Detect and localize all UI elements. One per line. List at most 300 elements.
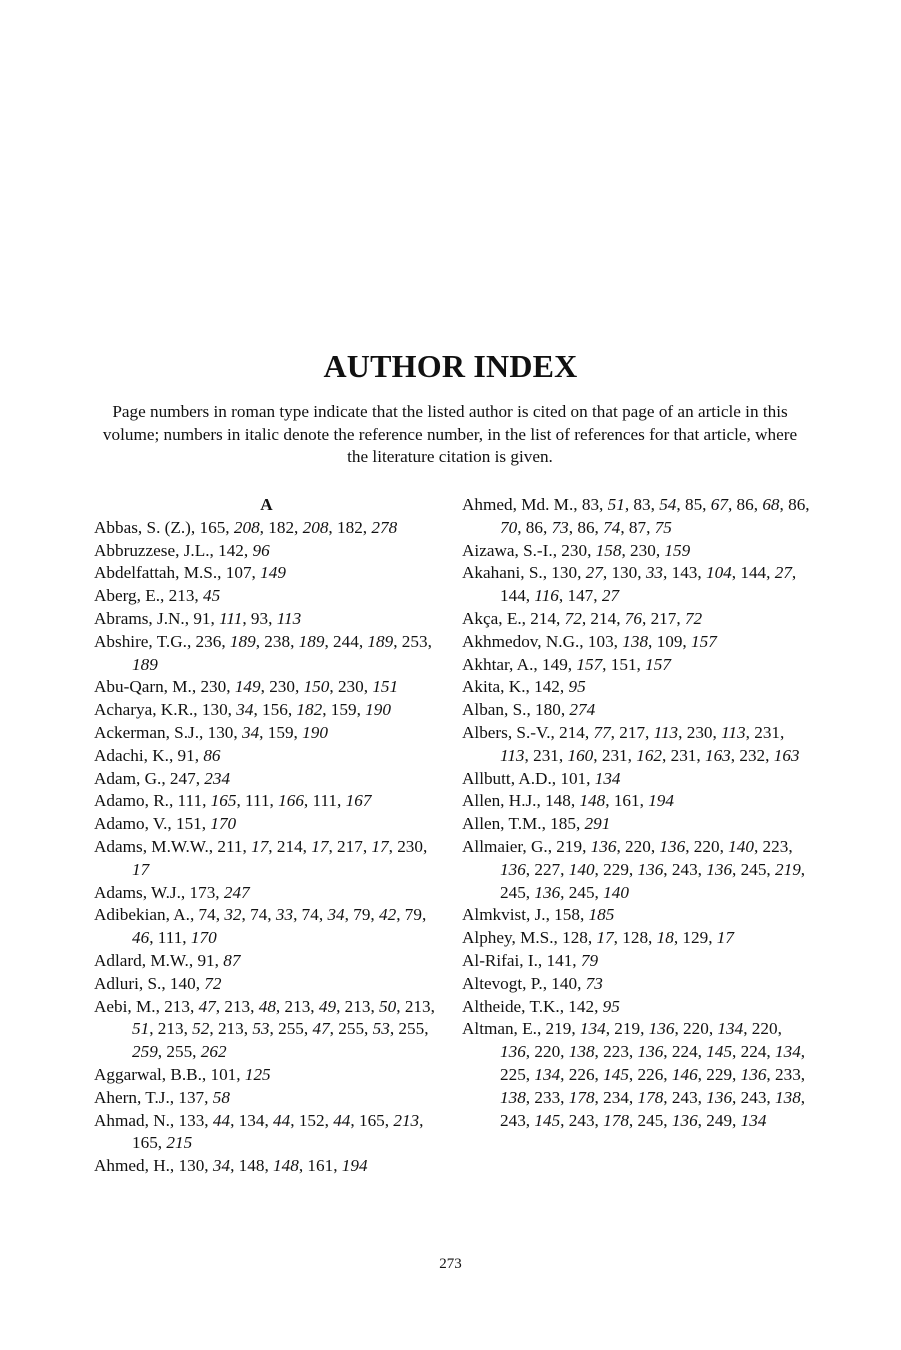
cited-page: 219 xyxy=(556,836,583,856)
index-entry: Akita, K., 142, 95 xyxy=(462,677,586,697)
author-name: Albers, S.-V. xyxy=(462,722,551,742)
cited-page: 130 xyxy=(201,700,228,720)
cited-page: 230 xyxy=(561,540,588,560)
reference-number: 136 xyxy=(637,1042,664,1062)
cited-page: 83 xyxy=(633,495,651,514)
index-entry: Allbutt, A.D., 101, 134 xyxy=(462,768,621,788)
reference-number: 96 xyxy=(252,540,270,560)
page-number: 273 xyxy=(439,1256,462,1272)
reference-number: 150 xyxy=(303,677,330,697)
cited-page: 229 xyxy=(706,1064,733,1084)
cited-page: 255 xyxy=(398,1019,425,1039)
cited-page: 213 xyxy=(404,996,431,1016)
author-name: Abbruzzese, J.L. xyxy=(94,540,210,560)
index-entry: Al-Rifai, I., 141, 79 xyxy=(462,950,599,970)
cited-page: 79 xyxy=(404,905,422,925)
reference-number: 157 xyxy=(645,654,671,674)
cited-page: 144 xyxy=(500,586,526,606)
cited-page: 213 xyxy=(217,1019,244,1039)
author-name: Akhmedov, N.G. xyxy=(462,631,580,651)
reference-number: 54 xyxy=(659,495,677,514)
cited-page: 128 xyxy=(622,928,649,948)
author-name: Akhtar, A. xyxy=(462,654,534,674)
cited-page: 217 xyxy=(337,836,363,856)
reference-number: 136 xyxy=(706,859,733,879)
cited-page: 101 xyxy=(560,768,587,788)
cited-page: 86 xyxy=(736,495,754,514)
author-name: Akahani, S. xyxy=(462,563,543,583)
index-entry: Adams, M.W.W., 211, 17, 214, 17, 217, 17, 230, 17 xyxy=(94,836,428,879)
author-name: Abshire, T.G. xyxy=(94,631,187,651)
reference-number: 70 xyxy=(500,517,518,537)
reference-number: 149 xyxy=(234,677,261,697)
cited-page: 182 xyxy=(337,517,363,537)
reference-number: 134 xyxy=(717,1019,744,1039)
author-name: Ahmad, N. xyxy=(94,1110,170,1130)
reference-number: 125 xyxy=(244,1064,271,1084)
index-entry: Adachi, K., 91, 86 xyxy=(94,745,221,765)
cited-page: 232 xyxy=(739,745,766,765)
cited-page: 74 xyxy=(250,905,268,925)
cited-page: 226 xyxy=(568,1064,595,1084)
cited-page: 79 xyxy=(353,905,371,925)
reference-number: 67 xyxy=(710,495,728,514)
reference-number: 17 xyxy=(132,859,150,879)
cited-page: 243 xyxy=(671,1087,698,1107)
cited-page: 142 xyxy=(218,540,244,560)
reference-number: 148 xyxy=(273,1156,299,1176)
cited-page: 231 xyxy=(533,745,559,765)
reference-number: 136 xyxy=(500,1042,526,1062)
author-name: Altevogt, P. xyxy=(462,973,543,993)
entry-list-left xyxy=(94,517,439,1178)
cited-page: 213 xyxy=(344,996,371,1016)
author-name: Abbas, S. (Z.) xyxy=(94,517,191,537)
cited-page: 133 xyxy=(178,1110,205,1130)
cited-page: 148 xyxy=(545,791,571,811)
section-letter: A xyxy=(260,495,273,514)
cited-page: 233 xyxy=(775,1064,801,1084)
reference-number: 189 xyxy=(298,631,325,651)
cited-page: 230 xyxy=(686,722,713,742)
reference-number: 194 xyxy=(648,791,674,811)
index-entry: Albers, S.-V., 214, 77, 217, 113, 230, 113, 231, 113, 231, 160, 231, 162, 231, 163, 232, 163 xyxy=(462,722,800,765)
reference-number: 140 xyxy=(568,859,595,879)
cited-page: 226 xyxy=(637,1064,664,1084)
cited-page: 245 xyxy=(740,859,767,879)
author-name: Akça, E. xyxy=(462,608,522,628)
cited-page: 213 xyxy=(164,996,190,1016)
author-name: Ackerman, S.J. xyxy=(94,722,200,742)
author-name: Adachi, K. xyxy=(94,745,169,765)
cited-page: 158 xyxy=(554,905,580,925)
index-entry: Abrams, J.N., 91, 111, 93, 113 xyxy=(94,608,302,628)
author-name: Aizawa, S.-I. xyxy=(462,540,553,560)
cited-page: 111 xyxy=(157,928,183,948)
cited-page: 83 xyxy=(581,495,600,514)
reference-number: 215 xyxy=(166,1133,193,1153)
reference-number: 136 xyxy=(648,1019,675,1039)
cited-page: 165 xyxy=(199,517,226,537)
author-name: Allen, H.J. xyxy=(462,791,537,811)
reference-number: 167 xyxy=(345,791,372,811)
author-name: Aggarwal, B.B. xyxy=(94,1064,202,1084)
cited-page: 173 xyxy=(189,882,216,902)
reference-number: 136 xyxy=(534,882,561,902)
index-introduction: Page numbers in roman type indicate that the listed author is cited on that page of an article in this volume; numbers in italic denote the reference number, in the list of references for that article, where the literature citation is given. xyxy=(102,402,798,466)
reference-number: 113 xyxy=(500,745,525,765)
reference-number: 72 xyxy=(684,608,703,628)
cited-page: 220 xyxy=(534,1042,561,1062)
reference-number: 157 xyxy=(576,654,603,674)
cited-page: 233 xyxy=(534,1087,561,1107)
reference-number: 274 xyxy=(569,700,596,720)
cited-page: 243 xyxy=(671,859,698,879)
cited-page: 230 xyxy=(630,540,656,560)
reference-number: 160 xyxy=(567,745,594,765)
index-entry: Aggarwal, B.B., 101, 125 xyxy=(94,1064,271,1084)
reference-number: 178 xyxy=(568,1087,595,1107)
author-name: Abdelfattah, M.S. xyxy=(94,563,218,583)
cited-page: 229 xyxy=(603,859,629,879)
reference-number: 49 xyxy=(318,996,337,1016)
reference-number: 27 xyxy=(774,563,792,583)
cited-page: 134 xyxy=(238,1110,265,1130)
cited-page: 227 xyxy=(534,859,561,879)
index-entry: Altevogt, P., 140, 73 xyxy=(462,973,603,993)
cited-page: 230 xyxy=(337,677,364,697)
index-entry: Altheide, T.K., 142, 95 xyxy=(462,996,620,1016)
reference-number: 170 xyxy=(190,928,217,948)
reference-number: 17 xyxy=(371,836,389,856)
reference-number: 151 xyxy=(372,677,399,697)
author-name: Adamo, V. xyxy=(94,814,168,834)
index-column-right xyxy=(462,494,810,1132)
cited-page: 142 xyxy=(568,996,595,1016)
reference-number: 136 xyxy=(500,859,526,879)
cited-page: 231 xyxy=(601,745,628,765)
cited-page: 223 xyxy=(603,1042,629,1062)
author-name: Ahmed, Md. M. xyxy=(462,495,574,514)
cited-page: 225 xyxy=(500,1064,526,1084)
reference-number: 136 xyxy=(671,1110,698,1130)
cited-page: 213 xyxy=(224,996,251,1016)
reference-number: 190 xyxy=(365,700,391,720)
cited-page: 220 xyxy=(683,1019,709,1039)
author-name: Aebi, M. xyxy=(94,996,156,1016)
author-name: Allbutt, A.D. xyxy=(462,768,552,788)
cited-page: 217 xyxy=(650,608,677,628)
index-entry: Adibekian, A., 74, 32, 74, 33, 74, 34, 79, 42, 79, 46, 111, 170 xyxy=(94,905,427,948)
reference-number: 86 xyxy=(203,745,221,765)
index-entry: Allmaier, G., 219, 136, 220, 136, 220, 140, 223, 136, 227, 140, 229, 136, 243, 136, 245, 219, 245, 136, 245, 140 xyxy=(462,836,806,902)
reference-number: 76 xyxy=(624,608,642,628)
cited-page: 213 xyxy=(157,1019,184,1039)
cited-page: 236 xyxy=(195,631,222,651)
author-name: Abu-Qarn, M. xyxy=(94,677,192,697)
reference-number: 262 xyxy=(200,1042,227,1062)
cited-page: 231 xyxy=(670,745,697,765)
index-entry: Adams, W.J., 173, 247 xyxy=(94,882,250,902)
cited-page: 91 xyxy=(193,608,211,628)
reference-number: 165 xyxy=(210,791,237,811)
cited-page: 253 xyxy=(401,631,428,651)
reference-number: 34 xyxy=(236,700,254,720)
reference-number: 17 xyxy=(596,928,614,948)
reference-number: 47 xyxy=(198,996,216,1016)
cited-page: 230 xyxy=(269,677,295,697)
index-entry: Akça, E., 214, 72, 214, 76, 217, 72 xyxy=(462,608,703,628)
reference-number: 138 xyxy=(622,631,649,651)
cited-page: 87 xyxy=(628,517,647,537)
reference-number: 73 xyxy=(585,973,603,993)
reference-number: 58 xyxy=(212,1087,230,1107)
author-name: Aberg, E. xyxy=(94,586,161,606)
reference-number: 134 xyxy=(534,1064,561,1084)
cited-page: 130 xyxy=(207,722,234,742)
reference-number: 52 xyxy=(192,1019,210,1039)
index-entry: Abshire, T.G., 236, 189, 238, 189, 244, 189, 253, 189 xyxy=(94,631,432,674)
author-name: Adam, G. xyxy=(94,768,162,788)
reference-number: 158 xyxy=(595,540,622,560)
reference-number: 111 xyxy=(219,608,243,628)
author-name: Adamo, R. xyxy=(94,791,169,811)
index-entry: Abbruzzese, J.L., 142, 96 xyxy=(94,540,270,560)
reference-number: 113 xyxy=(276,608,302,628)
author-name: Acharya, K.R. xyxy=(94,700,194,720)
cited-page: 137 xyxy=(178,1087,205,1107)
author-name: Altman, E. xyxy=(462,1019,537,1039)
reference-number: 134 xyxy=(594,768,621,788)
reference-number: 44 xyxy=(273,1110,291,1130)
reference-number: 136 xyxy=(659,836,686,856)
cited-page: 111 xyxy=(312,791,338,811)
author-name: Almkvist, J. xyxy=(462,905,546,925)
cited-page: 111 xyxy=(245,791,270,811)
cited-page: 91 xyxy=(177,745,195,765)
cited-page: 152 xyxy=(298,1110,325,1130)
reference-number: 44 xyxy=(333,1110,351,1130)
reference-number: 134 xyxy=(579,1019,606,1039)
reference-number: 51 xyxy=(132,1019,150,1039)
index-entry: Adam, G., 247, 234 xyxy=(94,768,231,788)
reference-number: 53 xyxy=(372,1019,390,1039)
index-entry: Abdelfattah, M.S., 107, 149 xyxy=(94,563,286,583)
cited-page: 130 xyxy=(611,563,638,583)
cited-page: 234 xyxy=(603,1087,629,1107)
cited-page: 180 xyxy=(535,700,561,720)
reference-number: 53 xyxy=(252,1019,270,1039)
index-entry: Ahmad, N., 133, 44, 134, 44, 152, 44, 165, 213, 165, 215 xyxy=(94,1110,424,1153)
index-entry: Adamo, R., 111, 165, 111, 166, 111, 167 xyxy=(94,791,372,811)
cited-page: 161 xyxy=(613,791,640,811)
reference-number: 163 xyxy=(704,745,731,765)
reference-number: 178 xyxy=(637,1087,664,1107)
reference-number: 138 xyxy=(500,1087,526,1107)
reference-number: 159 xyxy=(664,540,691,560)
author-name: Altheide, T.K. xyxy=(462,996,560,1016)
reference-number: 73 xyxy=(551,517,569,537)
reference-number: 182 xyxy=(296,700,323,720)
cited-page: 129 xyxy=(682,928,709,948)
cited-page: 149 xyxy=(542,654,568,674)
reference-number: 213 xyxy=(393,1110,420,1130)
reference-number: 51 xyxy=(607,495,625,514)
reference-number: 194 xyxy=(341,1156,368,1176)
cited-page: 86 xyxy=(788,495,806,514)
cited-page: 185 xyxy=(550,814,576,834)
reference-number: 134 xyxy=(740,1110,767,1130)
cited-page: 165 xyxy=(132,1133,158,1153)
author-name: Al-Rifai, I. xyxy=(462,950,538,970)
cited-page: 101 xyxy=(210,1064,237,1084)
cited-page: 107 xyxy=(225,563,252,583)
index-entry: Allen, H.J., 148, 148, 161, 194 xyxy=(462,791,674,811)
author-name: Alban, S. xyxy=(462,700,527,720)
cited-page: 91 xyxy=(197,950,215,970)
reference-number: 33 xyxy=(275,905,294,925)
reference-number: 138 xyxy=(568,1042,595,1062)
reference-number: 145 xyxy=(603,1064,629,1084)
reference-number: 148 xyxy=(579,791,606,811)
reference-number: 140 xyxy=(603,882,629,902)
reference-number: 33 xyxy=(645,563,663,583)
cited-page: 213 xyxy=(284,996,311,1016)
reference-number: 145 xyxy=(534,1110,561,1130)
reference-number: 170 xyxy=(210,814,237,834)
reference-number: 87 xyxy=(223,950,241,970)
cited-page: 220 xyxy=(751,1019,778,1039)
cited-page: 213 xyxy=(168,586,195,606)
reference-number: 145 xyxy=(706,1042,733,1062)
cited-page: 255 xyxy=(278,1019,304,1039)
reference-number: 95 xyxy=(602,996,620,1016)
cited-page: 182 xyxy=(268,517,295,537)
index-entry: Ahmed, H., 130, 34, 148, 148, 161, 194 xyxy=(94,1156,368,1176)
reference-number: 189 xyxy=(229,631,256,651)
cited-page: 143 xyxy=(671,563,698,583)
reference-number: 136 xyxy=(740,1064,767,1084)
reference-number: 134 xyxy=(775,1042,801,1062)
reference-number: 166 xyxy=(278,791,304,811)
cited-page: 224 xyxy=(671,1042,698,1062)
index-entry: Ackerman, S.J., 130, 34, 159, 190 xyxy=(94,722,328,742)
cited-page: 159 xyxy=(267,722,294,742)
cited-page: 130 xyxy=(178,1156,205,1176)
cited-page: 156 xyxy=(262,700,288,720)
reference-number: 185 xyxy=(588,905,615,925)
reference-number: 234 xyxy=(204,768,231,788)
reference-number: 45 xyxy=(203,586,221,606)
cited-page: 255 xyxy=(338,1019,365,1039)
author-name: Allmaier, G. xyxy=(462,836,548,856)
author-name: Adibekian, A. xyxy=(94,905,190,925)
cited-page: 103 xyxy=(587,631,614,651)
cited-page: 151 xyxy=(175,814,202,834)
reference-number: 48 xyxy=(258,996,276,1016)
cited-page: 214 xyxy=(559,722,585,742)
cited-page: 165 xyxy=(358,1110,385,1130)
cited-page: 86 xyxy=(577,517,595,537)
cited-page: 230 xyxy=(397,836,423,856)
reference-number: 42 xyxy=(379,905,397,925)
cited-page: 214 xyxy=(276,836,303,856)
cited-page: 148 xyxy=(238,1156,265,1176)
cited-page: 130 xyxy=(551,563,578,583)
index-entry: Allen, T.M., 185, 291 xyxy=(462,814,611,834)
index-entry: Ahmed, Md. M., 83, 51, 83, 54, 85, 67, 86, 68, 86, 70, 86, 73, 86, 74, 87, 75 xyxy=(462,495,810,537)
cited-page: 140 xyxy=(551,973,578,993)
cited-page: 214 xyxy=(530,608,557,628)
reference-number: 77 xyxy=(593,722,611,742)
cited-page: 243 xyxy=(568,1110,595,1130)
cited-page: 219 xyxy=(614,1019,641,1039)
reference-number: 18 xyxy=(656,928,674,948)
entry-list-right xyxy=(462,494,810,1132)
cited-page: 86 xyxy=(525,517,543,537)
reference-number: 157 xyxy=(691,631,717,651)
cited-page: 214 xyxy=(590,608,617,628)
reference-number: 189 xyxy=(132,654,158,674)
cited-page: 217 xyxy=(619,722,646,742)
cited-page: 161 xyxy=(307,1156,334,1176)
reference-number: 291 xyxy=(584,814,611,834)
author-name: Akita, K. xyxy=(462,677,526,697)
cited-page: 230 xyxy=(200,677,227,697)
cited-page: 141 xyxy=(546,950,573,970)
reference-number: 74 xyxy=(603,517,621,537)
cited-page: 249 xyxy=(706,1110,733,1130)
reference-number: 75 xyxy=(654,517,672,537)
reference-number: 47 xyxy=(312,1019,330,1039)
cited-page: 244 xyxy=(333,631,359,651)
page-title: AUTHOR INDEX xyxy=(323,348,578,384)
index-entry: Alban, S., 180, 274 xyxy=(462,700,596,720)
reference-number: 17 xyxy=(311,836,329,856)
reference-number: 136 xyxy=(706,1087,733,1107)
reference-number: 247 xyxy=(223,882,250,902)
cited-page: 247 xyxy=(169,768,196,788)
reference-number: 17 xyxy=(251,836,269,856)
reference-number: 136 xyxy=(590,836,617,856)
index-entry: Almkvist, J., 158, 185 xyxy=(462,905,615,925)
index-entry: Aebi, M., 213, 47, 213, 48, 213, 49, 213, 50, 213, 51, 213, 52, 213, 53, 255, 47, 255, 53, 255, 259, 255, 262 xyxy=(94,996,435,1062)
author-name: Ahern, T.J. xyxy=(94,1087,170,1107)
reference-number: 17 xyxy=(716,928,734,948)
reference-number: 116 xyxy=(534,586,559,606)
reference-number: 46 xyxy=(132,928,150,948)
index-entry: Adamo, V., 151, 170 xyxy=(94,814,237,834)
reference-number: 34 xyxy=(327,905,345,925)
reference-number: 27 xyxy=(585,563,603,583)
index-entry: Akhmedov, N.G., 103, 138, 109, 157 xyxy=(462,631,717,651)
cited-page: 144 xyxy=(740,563,767,583)
reference-number: 44 xyxy=(212,1110,231,1130)
reference-number: 50 xyxy=(379,996,397,1016)
cited-page: 109 xyxy=(656,631,683,651)
author-name: Adlard, M.W. xyxy=(94,950,189,970)
reference-number: 113 xyxy=(653,722,679,742)
cited-page: 85 xyxy=(684,495,703,514)
cited-page: 243 xyxy=(740,1087,767,1107)
cited-page: 142 xyxy=(534,677,560,697)
cited-page: 223 xyxy=(762,836,789,856)
reference-number: 72 xyxy=(204,973,222,993)
reference-number: 278 xyxy=(371,517,398,537)
cited-page: 231 xyxy=(754,722,780,742)
reference-number: 27 xyxy=(601,586,620,606)
author-name: Allen, T.M. xyxy=(462,814,542,834)
